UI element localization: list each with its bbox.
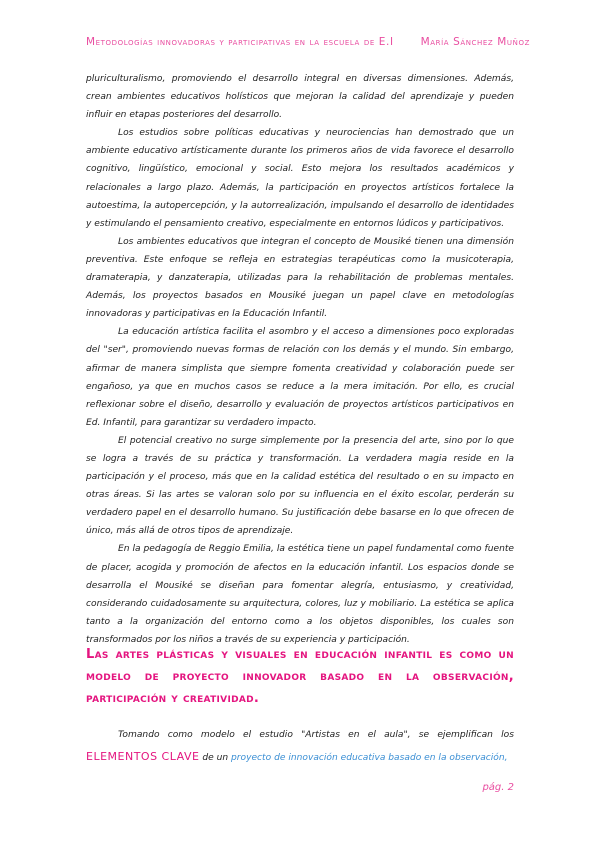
paragraph: La educación artística facilita el asombro y el acceso a dimensiones poco exploradas del "ser", promoviendo nuevas formas de relación con los demás y el mundo. Sin embargo, afirmar de manera simplista que siempre fomenta creatividad y colaboración puede ser engañoso, ya que en muchos casos se reduce a la mera imitación. Por ello, es crucial reflexionar sobre el diseño, desarrollo y evaluación de proyectos artísticos participativos en Ed. Infantil, para garantizar su verdadero impacto. bbox=[86, 327, 514, 428]
section-heading: Las artes plásticas y visuales en educación infantil es como un modelo de proyecto innovador basado en la observación, participación y creatividad. bbox=[86, 647, 514, 706]
closing-intro: Tomando como modelo el estudio "Artistas en el aula", se ejemplifican los bbox=[118, 730, 514, 740]
paragraph: pluriculturalismo, promoviendo el desarrollo integral en diversas dimensiones. Además, crean ambientes educativos holísticos que mejoran la calidad del aprendizaje y pueden influir en etapas posteriores del desarrollo. bbox=[86, 74, 514, 121]
paragraph: Los ambientes educativos que integran el concepto de Mousiké tienen una dimensión preventiva. Este enfoque se refleja en estrategias terapéuticas como la musicoterapia, dramaterapia, y danzaterapia, utilizadas para la rehabilitación de problemas mentales. Además, los proyectos basados en Mousiké juegan un papel clave en metodologías innovadoras y participativas en la Educación Infantil. bbox=[86, 236, 514, 320]
paragraph: El potencial creativo no surge simplemente por la presencia del arte, sino por lo que se logra a través de su práctica y transformación. La verdadera magia reside en la participación y el proceso, más que en la calidad estética del resultado o en su impacto en otras áreas. Si las artes se valoran solo por su influencia en el éxito escolar, perderán su verdadero papel en el desarrollo humano. Su justificación debe basarse en lo que ofrecen de único, más allá de otros tipos de aprendizaje. bbox=[86, 435, 514, 537]
author-name: María Sánchez Muñoz bbox=[420, 36, 530, 48]
page-header bbox=[0, 36, 600, 56]
project-link[interactable]: proyecto de innovación educativa basado en la observación, bbox=[231, 753, 508, 763]
paragraph: Los estudios sobre políticas educativas y neurociencias han demostrado que un ambiente educativo artísticamente durante los primeros años de vida favorece el desarrollo cognitivo, lingüístico, emocional y social. Esto mejora los resultados académicos y relacionales a largo plazo. Además, la participación en proyectos artísticos fortalece la autoestima, la autopercepción, y la autorrealización, impulsando el desarrollo de identidades y estimulando el pensamiento creativo, especialmente en entornos lúdicos y participativos. bbox=[86, 128, 514, 229]
paragraph: En la pedagogía de Reggio Emilia, la estética tiene un papel fundamental como fuente de placer, acogida y promoción de afectos en la educación infantil. Los espacios donde se desarrolla el Mousiké se diseñan para fomentar alegría, entusiasmo, y creatividad, considerando cuidadosamente su arquitectura, colores, luz y mobiliario. La estética se aplica tanto a la organización del entorno como a los objetos disponibles, los cuales son transformados por los niños a través de su experiencia y participación. bbox=[86, 544, 514, 645]
key-elements-label: ELEMENTOS CLAVE bbox=[86, 750, 200, 763]
closing-paragraph bbox=[86, 724, 514, 769]
document-title: Metodologías innovadoras y participativas en la escuela de E.I bbox=[86, 36, 394, 48]
body-text bbox=[86, 70, 514, 649]
page-number: pág. 2 bbox=[482, 782, 514, 793]
closing-connector: de un bbox=[199, 753, 231, 763]
